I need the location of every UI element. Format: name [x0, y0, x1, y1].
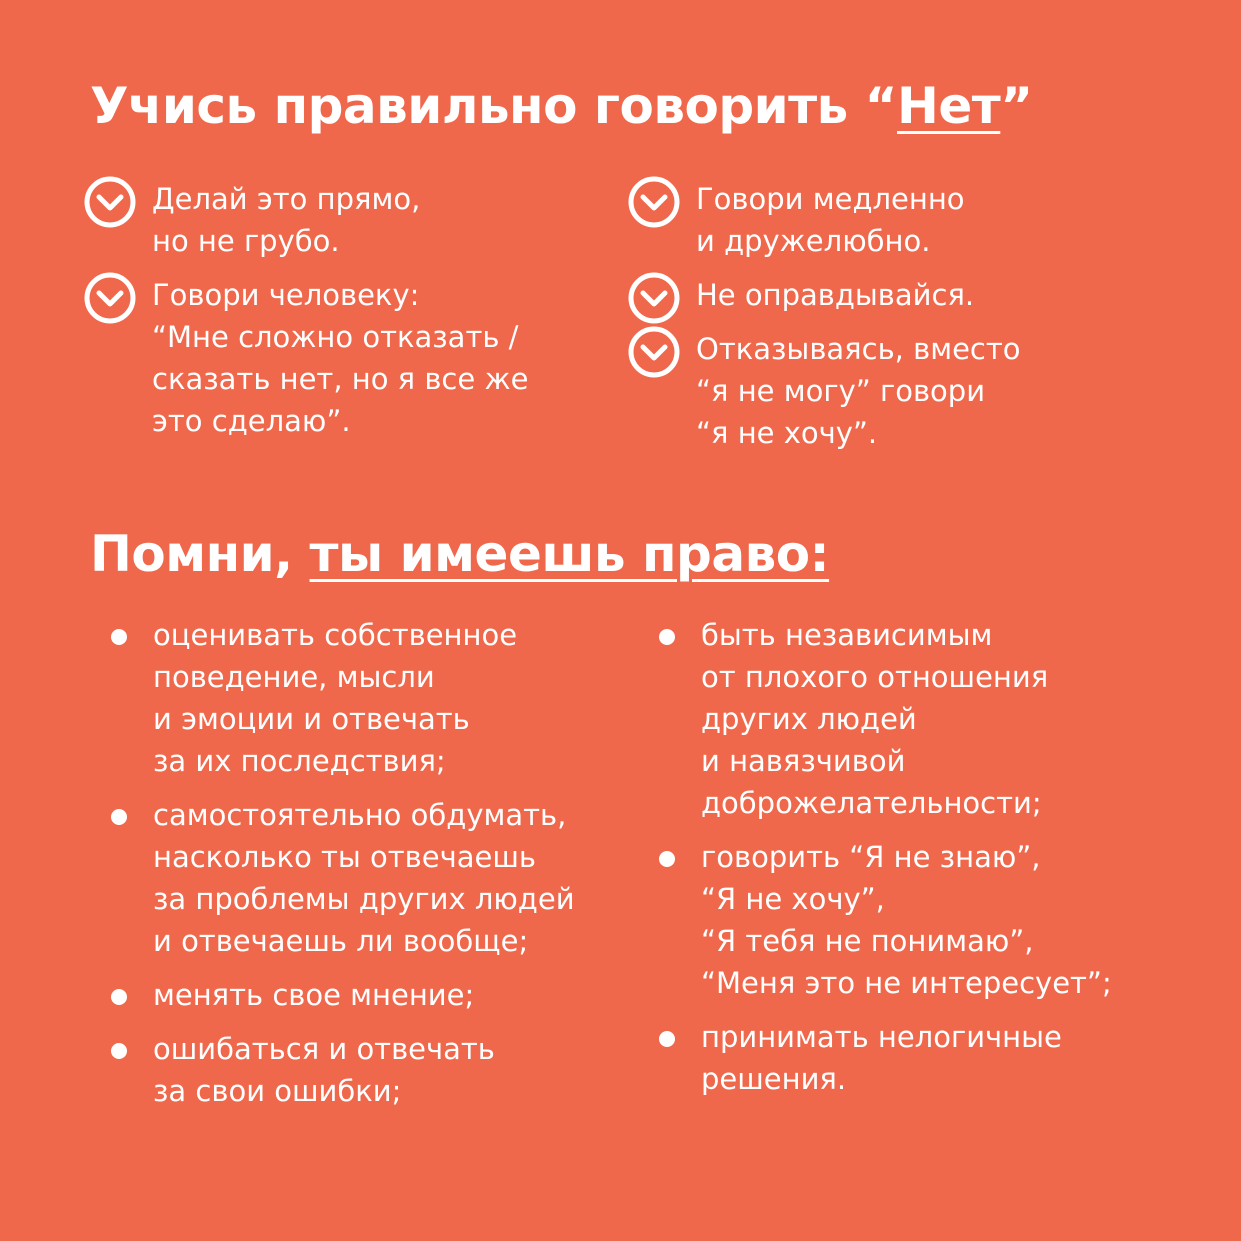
bullet-dot [659, 629, 675, 645]
tip-item [628, 178, 1188, 262]
right-item [111, 1028, 631, 1112]
tips-list-right [628, 178, 1188, 466]
check-circle-icon [84, 176, 136, 228]
right-text: самостоятельно обдумать, насколько ты отвечаешь за проблемы других людей и отвечаешь ли вообще; [153, 798, 575, 958]
title1-suffix: ” [1000, 77, 1033, 135]
title-your-rights [90, 524, 829, 584]
right-text: ошибаться и отвечать за свои ошибки; [153, 1032, 495, 1108]
tip-item [84, 274, 604, 442]
tip-text: Не оправдывайся. [696, 278, 975, 312]
check-circle-icon [628, 272, 680, 324]
right-text: принимать нелогичные решения. [701, 1020, 1062, 1096]
tip-text: Делай это прямо, но не грубо. [152, 182, 421, 258]
title1-prefix: Учись правильно говорить “ [90, 77, 898, 135]
rights-list-left [111, 614, 631, 1124]
right-item [111, 794, 631, 962]
title1-keyword: Нет [897, 77, 1001, 135]
tips-list-left [84, 178, 604, 454]
tip-item [628, 274, 1188, 316]
bullet-dot [111, 989, 127, 1005]
right-text: быть независимым от плохого отношения других людей и навязчивой доброжелательности; [701, 618, 1049, 820]
right-item [659, 1016, 1239, 1100]
bullet-dot [111, 809, 127, 825]
right-item [111, 614, 631, 782]
right-item [111, 974, 631, 1016]
tip-text: Отказываясь, вместо “я не могу” говори “я не хочу”. [696, 332, 1021, 450]
bullet-dot [659, 1031, 675, 1047]
check-circle-icon [628, 326, 680, 378]
title2-prefix: Помни, [90, 525, 310, 583]
right-text: менять свое мнение; [153, 978, 475, 1012]
title-learn-say-no [90, 76, 1033, 136]
right-item [659, 836, 1239, 1004]
right-text: говорить “Я не знаю”, “Я не хочу”, “Я тебя не понимаю”, “Меня это не интересует”; [701, 840, 1112, 1000]
check-circle-icon [628, 176, 680, 228]
bullet-dot [659, 851, 675, 867]
title2-underlined: ты имеешь право: [309, 525, 830, 583]
check-circle-icon [84, 272, 136, 324]
rights-list-right [659, 614, 1239, 1112]
tip-text: Говори человеку: “Мне сложно отказать / сказать нет, но я все же это сделаю”. [152, 278, 529, 438]
right-text: оценивать собственное поведение, мысли и эмоции и отвечать за их последствия; [153, 618, 518, 778]
bullet-dot [111, 1043, 127, 1059]
tip-item [628, 328, 1188, 454]
bullet-dot [111, 629, 127, 645]
tip-item [84, 178, 604, 262]
right-item [659, 614, 1239, 824]
tip-text: Говори медленно и дружелюбно. [696, 182, 965, 258]
